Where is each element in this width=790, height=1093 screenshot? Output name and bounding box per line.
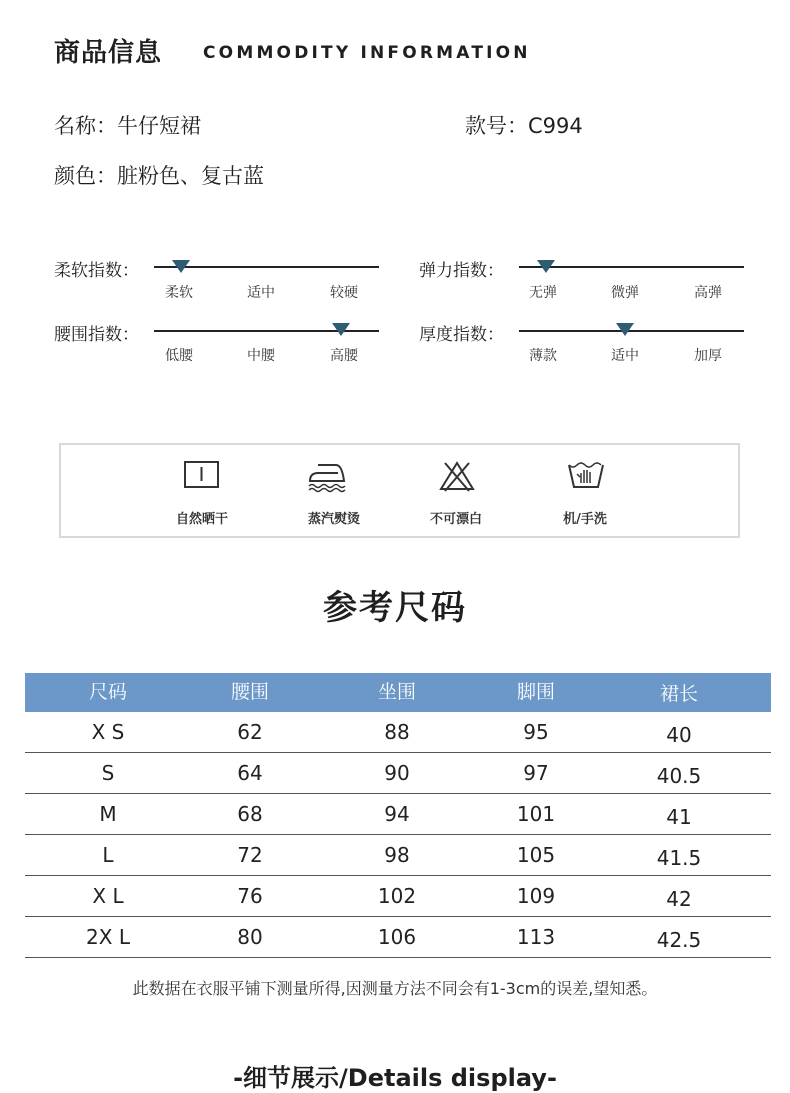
table-cell: 94 [384,802,410,826]
index-tick-label: 中腰 [247,348,275,364]
index-tick-label: 低腰 [165,348,193,364]
details-title: -细节展示/Details display- [233,1064,557,1092]
measurement-note: 此数据在衣服平铺下测量所得,因测量方法不同会有1-3cm的误差,望知悉。 [132,979,658,998]
table-cell: 95 [523,720,549,744]
table-cell: 41.5 [656,846,702,870]
table-cell: 98 [384,843,410,867]
table-cell: 68 [237,802,263,826]
index-tick-label: 柔软 [165,285,193,301]
index-label: 厚度指数： [419,325,504,345]
table-cell: 97 [523,761,549,785]
table-cell: L [102,843,114,867]
index-tick-label: 高腰 [330,348,358,364]
no-bleach-icon [437,459,477,493]
product-color: 颜色：脏粉色、复古蓝 [54,164,264,188]
table-header-cell: 裙长 [659,683,698,705]
table-cell: 40 [666,723,692,747]
index-marker [537,260,555,273]
index-tick-label: 薄款 [529,348,557,364]
table-cell: 113 [516,925,556,949]
table-row [25,876,771,917]
index-marker [616,323,634,336]
size-table [25,673,771,958]
table-cell: X S [91,720,125,744]
table-header-cell: 尺码 [88,681,127,703]
table-cell: 106 [377,925,417,949]
steam-iron-icon [306,459,346,493]
size-chart-title: 参考尺码 [323,588,467,628]
index-label: 弹力指数： [419,261,504,281]
section-title-en: COMMODITY INFORMATION [203,43,531,63]
index-label: 柔软指数： [54,261,139,281]
table-cell: 62 [237,720,263,744]
index-label: 腰围指数： [54,325,139,345]
index-tick-label: 无弹 [529,285,557,301]
table-row [25,835,771,876]
table-cell: 72 [237,843,263,867]
table-cell: 102 [377,884,417,908]
table-row [25,917,771,958]
index-tick-label: 加厚 [694,348,722,364]
table-cell: M [99,802,117,826]
product-name: 名称：牛仔短裙 [54,114,201,138]
table-header-cell: 腰围 [230,681,269,703]
table-cell: 80 [237,925,263,949]
table-cell: 2X L [86,925,130,949]
table-cell: 76 [237,884,263,908]
care-label: 不可漂白 [429,512,482,527]
table-header-cell: 坐围 [377,681,416,703]
section-title-cn: 商品信息 [54,38,163,68]
table-cell: 101 [516,802,556,826]
index-marker [172,260,190,273]
table-cell: 105 [516,843,556,867]
table-body [25,712,771,958]
dry-natural-icon [182,459,222,493]
table-header [25,673,771,712]
table-row [25,794,771,835]
care-label: 蒸汽熨烫 [307,512,360,527]
machine-hand-wash-icon [566,457,606,491]
table-cell: 90 [384,761,410,785]
table-header-cell: 脚围 [516,681,555,703]
care-label: 机/手洗 [563,512,607,527]
index-marker [332,323,350,336]
index-tick-label: 适中 [247,285,275,301]
table-cell: 42 [666,887,692,911]
table-cell: 40.5 [656,764,702,788]
index-tick-label: 适中 [611,348,639,364]
table-cell: 88 [384,720,410,744]
table-row [25,753,771,794]
table-cell: S [101,761,115,785]
index-tick-label: 较硬 [330,285,358,301]
product-style-number: 款号：C994 [465,114,583,138]
care-label: 自然晒干 [175,512,228,527]
table-cell: 64 [237,761,263,785]
table-cell: 42.5 [656,928,702,952]
index-tick-label: 高弹 [694,285,722,301]
table-row [25,712,771,753]
table-cell: X L [92,884,124,908]
table-cell: 109 [516,884,556,908]
table-cell: 41 [666,805,692,829]
index-tick-label: 微弹 [611,285,639,301]
